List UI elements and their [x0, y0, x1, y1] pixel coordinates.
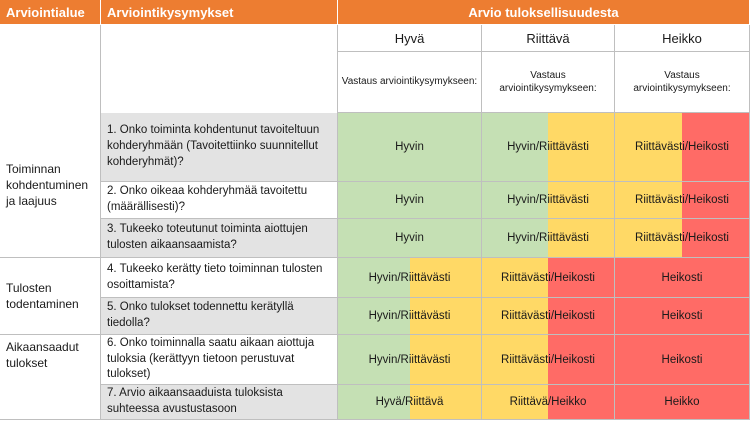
- answer-q6-good: Hyvin/Riittävästi: [338, 335, 482, 385]
- answer-q2-weak: Riittävästi/Heikosti: [615, 182, 750, 219]
- question-3: 3. Tukeeko toteutunut toiminta aiottujen tulosten aikaansaamista?: [101, 219, 338, 258]
- header-area: Arviointialue: [0, 0, 101, 25]
- answer-label-good: Vastaus arviointikysymykseen:: [338, 52, 482, 113]
- answer-q6-adequate: Riittävästi/Heikosti: [482, 335, 615, 385]
- header-assessment: Arvio tuloksellisuudesta: [338, 0, 750, 25]
- answer-q7-good: Hyvä/Riittävä: [338, 385, 482, 420]
- answer-q4-good: Hyvin/Riittävästi: [338, 258, 482, 298]
- question-2: 2. Onko oikeaa kohderyhmää tavoitettu (määrällisesti)?: [101, 182, 338, 219]
- question-7: 7. Arvio aikaansaaduista tuloksista suhteessa avustustasoon: [101, 385, 338, 420]
- answer-q5-adequate: Riittävästi/Heikosti: [482, 298, 615, 335]
- grade-good: Hyvä: [338, 25, 482, 52]
- answer-q3-good: Hyvin: [338, 219, 482, 258]
- answer-q1-adequate: Hyvin/Riittävästi: [482, 113, 615, 182]
- area-results: Aikaansaadut tulokset: [0, 335, 101, 420]
- answer-q2-good: Hyvin: [338, 182, 482, 219]
- answer-q3-adequate: Hyvin/Riittävästi: [482, 219, 615, 258]
- answer-q5-weak: Heikosti: [615, 298, 750, 335]
- answer-label-weak: Vastaus arviointikysymykseen:: [615, 52, 750, 113]
- answer-q4-weak: Heikosti: [615, 258, 750, 298]
- question-5: 5. Onko tulokset todennettu kerätyllä tiedolla?: [101, 298, 338, 335]
- answer-q1-good: Hyvin: [338, 113, 482, 182]
- area-verification: Tulosten todentaminen: [0, 258, 101, 335]
- header-questions: Arviointikysymykset: [101, 0, 338, 25]
- area-targeting: Toiminnan kohdentuminen ja laajuus: [0, 113, 101, 258]
- answer-q2-adequate: Hyvin/Riittävästi: [482, 182, 615, 219]
- grade-adequate: Riittävä: [482, 25, 615, 52]
- grade-weak: Heikko: [615, 25, 750, 52]
- answer-label-adequate: Vastaus arviointikysymykseen:: [482, 52, 615, 113]
- question-6: 6. Onko toiminnalla saatu aikaan aiottuja tuloksia (kerättyyn tietoon perustuvat tulokset): [101, 335, 338, 385]
- answer-q7-weak: Heikko: [615, 385, 750, 420]
- question-1: 1. Onko toiminta kohdentunut tavoiteltuun kohderyhmään (Tavoitettiinko suunnitellut kohderyhmät)?: [101, 113, 338, 182]
- answer-q7-adequate: Riittävä/Heikko: [482, 385, 615, 420]
- blank-area-header: [0, 25, 101, 113]
- answer-q4-adequate: Riittävästi/Heikosti: [482, 258, 615, 298]
- answer-q6-weak: Heikosti: [615, 335, 750, 385]
- answer-q3-weak: Riittävästi/Heikosti: [615, 219, 750, 258]
- answer-q5-good: Hyvin/Riittävästi: [338, 298, 482, 335]
- question-4: 4. Tukeeko kerätty tieto toiminnan tulosten osoittamista?: [101, 258, 338, 298]
- answer-q1-weak: Riittävästi/Heikosti: [615, 113, 750, 182]
